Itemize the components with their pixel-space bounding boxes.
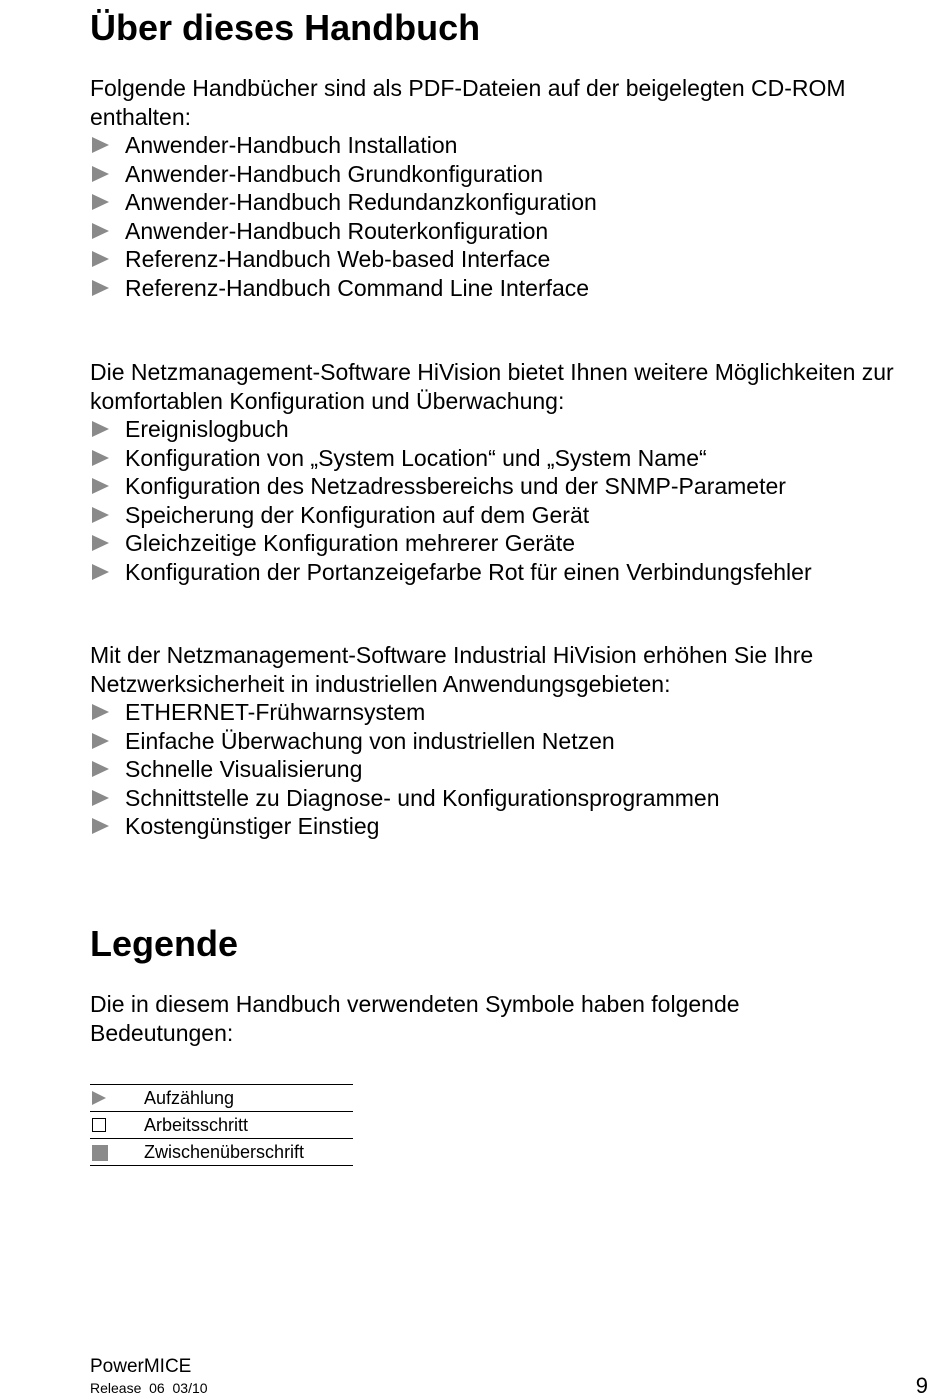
hivision-feature-list bbox=[90, 415, 930, 587]
list-item: Gleichzeitige Konfiguration mehrerer Geräte bbox=[90, 529, 930, 558]
list-item: Anwender-Handbuch Redundanzkonfiguration bbox=[90, 188, 930, 217]
footer-release: Release 06 03/10 bbox=[90, 1380, 208, 1396]
triangle-bullet-icon bbox=[92, 818, 109, 834]
industrial-hivision-feature-list bbox=[90, 698, 890, 841]
legend-table bbox=[90, 1084, 353, 1166]
triangle-bullet-icon bbox=[92, 564, 109, 580]
triangle-bullet-icon bbox=[92, 166, 109, 182]
legend-intro: Die in diesem Handbuch verwendeten Symbole haben folgende Bedeutungen: bbox=[90, 991, 740, 1046]
legend-label: Aufzählung bbox=[144, 1085, 353, 1112]
triangle-bullet-icon bbox=[92, 137, 109, 153]
section-title-legend: Legende bbox=[90, 923, 239, 964]
legend-label: Zwischenüberschrift bbox=[144, 1139, 353, 1166]
section-title-about: Über dieses Handbuch bbox=[90, 7, 481, 48]
list-item: Schnittstelle zu Diagnose- und Konfigurationsprogrammen bbox=[90, 784, 890, 813]
list-item: Anwender-Handbuch Installation bbox=[90, 131, 930, 160]
section-hivision bbox=[90, 358, 930, 587]
triangle-bullet-icon bbox=[92, 1091, 106, 1105]
list-item: Kostengünstiger Einstieg bbox=[90, 812, 890, 841]
page-number: 9 bbox=[915, 1373, 928, 1398]
empty-checkbox-icon bbox=[92, 1118, 106, 1132]
list-item: Anwender-Handbuch Routerkonfiguration bbox=[90, 217, 930, 246]
list-item: Referenz-Handbuch Command Line Interface bbox=[90, 274, 930, 303]
triangle-bullet-icon bbox=[92, 194, 109, 210]
triangle-bullet-icon bbox=[92, 535, 109, 551]
section-intro: Die Netzmanagement-Software HiVision bietet Ihnen weitere Möglichkeiten zur komfortablen Konfiguration und Überwachung: bbox=[90, 359, 894, 414]
table-row bbox=[90, 1085, 353, 1112]
list-item: Schnelle Visualisierung bbox=[90, 755, 890, 784]
table-row bbox=[90, 1139, 353, 1166]
triangle-bullet-icon bbox=[92, 223, 109, 239]
list-item: Ereignislogbuch bbox=[90, 415, 930, 444]
triangle-bullet-icon bbox=[92, 450, 109, 466]
legend-table-block bbox=[90, 1084, 353, 1166]
list-item: Einfache Überwachung von industriellen Netzen bbox=[90, 727, 890, 756]
table-row bbox=[90, 1112, 353, 1139]
list-item: Anwender-Handbuch Grundkonfiguration bbox=[90, 160, 930, 189]
list-item: Konfiguration von „System Location“ und „System Name“ bbox=[90, 444, 930, 473]
list-item: Speicherung der Konfiguration auf dem Gerät bbox=[90, 501, 930, 530]
list-item: Referenz-Handbuch Web-based Interface bbox=[90, 245, 930, 274]
section-intro: Mit der Netzmanagement-Software Industrial HiVision erhöhen Sie Ihre Netzwerksicherheit in industriellen Anwendungsgebieten: bbox=[90, 642, 814, 697]
triangle-bullet-icon bbox=[92, 507, 109, 523]
filled-square-icon bbox=[92, 1145, 108, 1161]
section-about-manuals bbox=[90, 74, 930, 303]
section-industrial-hivision bbox=[90, 641, 890, 841]
triangle-bullet-icon bbox=[92, 421, 109, 437]
triangle-bullet-icon bbox=[92, 251, 109, 267]
triangle-bullet-icon bbox=[92, 478, 109, 494]
list-item: Konfiguration der Portanzeigefarbe Rot für einen Verbindungsfehler bbox=[90, 558, 930, 587]
list-item: Konfiguration des Netzadressbereichs und der SNMP-Parameter bbox=[90, 472, 930, 501]
list-item: ETHERNET-Frühwarnsystem bbox=[90, 698, 890, 727]
triangle-bullet-icon bbox=[92, 733, 109, 749]
manual-list bbox=[90, 131, 930, 303]
triangle-bullet-icon bbox=[92, 761, 109, 777]
triangle-bullet-icon bbox=[92, 280, 109, 296]
triangle-bullet-icon bbox=[92, 790, 109, 806]
triangle-bullet-icon bbox=[92, 704, 109, 720]
legend-label: Arbeitsschritt bbox=[144, 1112, 353, 1139]
section-intro: Folgende Handbücher sind als PDF-Dateien auf der beigelegten CD-ROM enthalten: bbox=[90, 75, 846, 130]
legend-intro-block bbox=[90, 990, 850, 1047]
footer-product: PowerMICE bbox=[90, 1356, 192, 1377]
